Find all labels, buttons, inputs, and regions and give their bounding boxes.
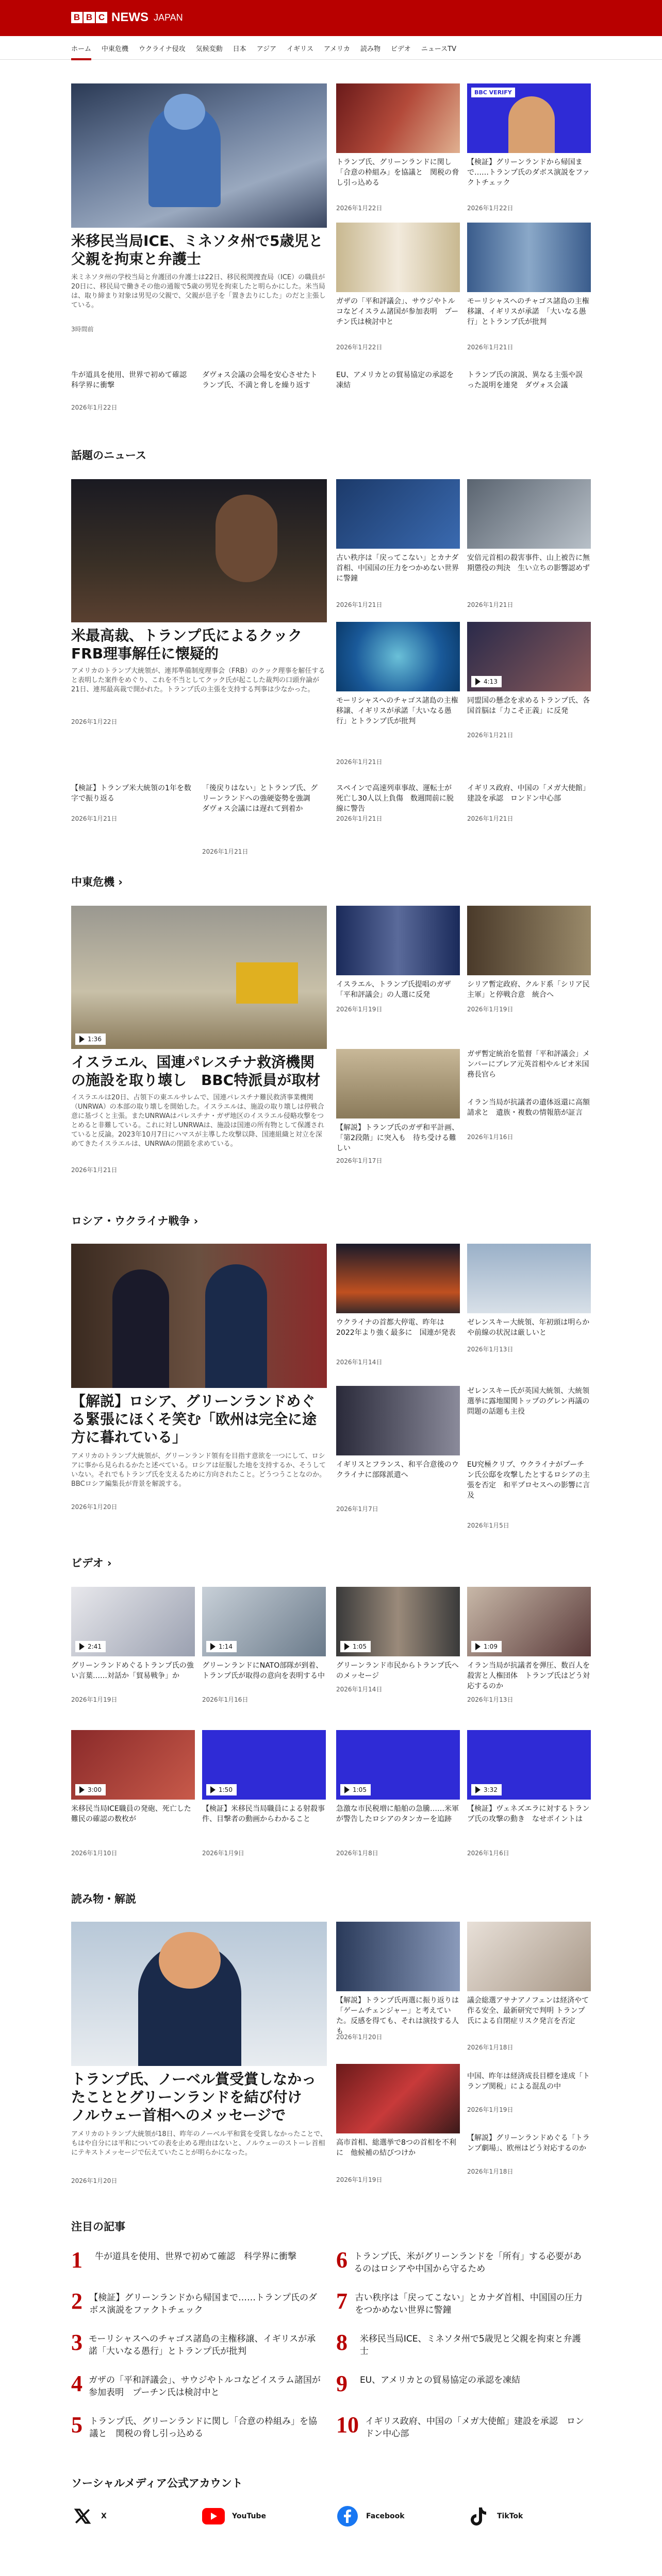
top-num: 5 — [71, 2412, 82, 2437]
reading-card4-date: 2026年1月19日 — [467, 2106, 514, 2113]
top-item-2[interactable] — [71, 2290, 324, 2326]
hero-card4-date: 2026年1月21日 — [467, 344, 514, 351]
topics-heading: 話題のニュース — [71, 449, 146, 462]
top-item-7[interactable] — [336, 2290, 589, 2326]
mideast-main-date: 2026年1月21日 — [71, 1166, 118, 1174]
hero-card4-title[interactable]: モーリシャスへのチャゴス諸島の主権移譲、イギリスが承諾 「大いなる愚行」とトランプ氏が批判 — [467, 297, 589, 326]
video2-play[interactable] — [206, 1641, 237, 1652]
top-heading: 注目の記事 — [71, 2221, 125, 2233]
mideast-card4-title[interactable]: イラン当局が抗議者の遺体返還に高額請求と 遺族・複数の情報筋が証言 — [467, 1098, 590, 1117]
video5-duration: 3:00 — [88, 1786, 102, 1793]
social-x-label: X — [101, 2512, 107, 2520]
video8-title[interactable]: 【検証】ヴェネズエラに対するトランプ氏の攻撃の動き なせポイントは — [467, 1805, 590, 1823]
hero-card4-image[interactable] — [467, 223, 591, 292]
topics-link2[interactable]: 「後戻りはない」とトランプ氏、グリーンランドへの強硬姿勢を強調 ダヴォス会議には遅れて到着か — [202, 784, 318, 813]
video4-date: 2026年1月13日 — [467, 1696, 514, 1703]
ukraine-main-title[interactable]: 【解説】ロシア、グリーンランドめぐる緊張にほくそ笑む「欧州は完全に途方に暮れている」 — [71, 1393, 317, 1446]
video2-title[interactable]: グリーンランドにNATO部隊が到着、トランプ氏が取得の意向を表明する中 — [202, 1662, 325, 1680]
top-title: 牛が道具を使用、世界で初めて確認 科学界に衝撃 — [95, 2251, 296, 2262]
topics-link3[interactable]: スペインで高速列車事故、運転士が死亡し30人以上負傷 数週間前に脱線に警告 — [336, 784, 454, 813]
x-icon — [71, 2505, 94, 2528]
video8-date: 2026年1月6日 — [467, 1850, 509, 1857]
topics-card3-date: 2026年1月21日 — [336, 758, 383, 766]
topics-card4-play[interactable]: 4:13 — [471, 676, 502, 687]
mideast-card2-title[interactable]: シリア暫定政府、クルド系「シリア民主軍」と停戦合意 統合へ — [467, 980, 590, 999]
video8-duration: 3:32 — [484, 1786, 498, 1793]
video4-image[interactable] — [467, 1587, 591, 1656]
mideast-main-title[interactable]: イスラエル、国連パレスチナ救済機関の施設を取り壊し BBC特派員が取材 — [71, 1054, 321, 1089]
hero-card3-date: 2026年1月22日 — [336, 344, 383, 351]
hero-card3-image[interactable] — [336, 223, 460, 292]
video6-play[interactable] — [206, 1784, 237, 1795]
video-heading[interactable]: ビデオ › — [71, 1557, 112, 1569]
mideast-card1-date: 2026年1月19日 — [336, 1006, 383, 1013]
topics-main-title[interactable]: 米最高裁、トランプ氏によるクック FRB理事解任に懐疑的 — [71, 627, 303, 662]
video7-duration: 1:05 — [353, 1786, 367, 1793]
social-x[interactable] — [71, 2505, 107, 2528]
top-num: 2 — [71, 2289, 82, 2314]
mideast-card2-date: 2026年1月19日 — [467, 1006, 514, 1013]
video5-date: 2026年1月10日 — [71, 1850, 118, 1857]
hero-main-date: 3時間前 — [71, 326, 94, 333]
video7-play[interactable] — [340, 1784, 371, 1795]
reading-main-date: 2026年1月20日 — [71, 2177, 118, 2184]
top-num: 7 — [336, 2289, 347, 2314]
hero-main-summary: 米ミネソタ州の学校当局と弁護団の弁護士は22日、移民税関捜査局（ICE）の職員が20日に、移民局で働きその他の通報で5歳の男児を拘束したと明らかにした。米当局は、取り締まり対象は男児の父親で、父親が息子を「置き去りにした」のだと主張している。 — [71, 274, 326, 309]
reading-main-image[interactable] — [71, 1922, 327, 2066]
video6-image[interactable] — [202, 1730, 326, 1800]
bbc-block-c: C — [96, 12, 107, 23]
nav-climate[interactable]: 気候変動 — [195, 45, 223, 53]
video-heading-label: ビデオ — [71, 1557, 104, 1569]
video1-title[interactable]: グリーンランドめぐるトランプ氏の強い言葉……対話か「貿易戦争」か — [71, 1662, 194, 1680]
reading-card1-title[interactable]: 【解説】トランプ氏再選に振り返りは「ゲームチェンジャー」と考えていた。反感を得ても、それは演技する人も — [336, 1996, 459, 2036]
hero-link3[interactable]: EU、アメリカとの貿易協定の承認を凍結 — [336, 371, 454, 389]
video3-play[interactable] — [340, 1641, 371, 1652]
topics-card1-date: 2026年1月21日 — [336, 601, 383, 608]
video3-duration: 1:05 — [353, 1643, 367, 1650]
video8-image[interactable] — [467, 1730, 591, 1800]
nav-mideast[interactable]: 中東危機 — [102, 45, 129, 53]
video6-date: 2026年1月9日 — [202, 1850, 244, 1857]
hero-link1[interactable]: 牛が道具を使用、世界で初めて確認 科学界に衝撃 — [71, 371, 194, 389]
mideast-card2-image[interactable] — [467, 906, 591, 975]
mideast-heading-label: 中東危機 — [71, 876, 114, 888]
video6-duration: 1:50 — [219, 1786, 233, 1793]
topics-link2-date: 2026年1月21日 — [202, 848, 249, 855]
mideast-duration: 1:36 — [88, 1036, 102, 1043]
hero-card1-image[interactable] — [336, 83, 460, 153]
video7-title[interactable]: 急激な市民税増に船舶の急騰……米軍が警告したロシアのタンカーを追跡 — [336, 1805, 459, 1823]
top-title: EU、アメリカとの貿易協定の承認を凍結 — [360, 2375, 520, 2385]
top-num: 8 — [336, 2330, 347, 2355]
mideast-card3-label[interactable]: ガザ暫定統治を監督「平和評議会」メンバーにブレア元英首相やルビオ米国務長官ら — [467, 1050, 590, 1079]
topics-card4-image[interactable] — [467, 622, 591, 691]
video4-play[interactable] — [471, 1641, 502, 1652]
video4-title[interactable]: イラン当局が抗議者を弾圧、数百人を殺害と人権団体 トランプ氏はどう対応するのか — [467, 1662, 590, 1690]
hero-link4[interactable]: トランプ氏の演説、異なる主張や誤った説明を連発 ダヴォス会議 — [467, 371, 583, 389]
nav-newstv[interactable]: ニュースTV — [421, 45, 456, 53]
top-item-9[interactable] — [336, 2372, 589, 2408]
social-tiktok[interactable] — [467, 2505, 523, 2528]
top-title: モーリシャスへのチャゴス諸島の主権移譲、イギリスが承諾「大いなる愚行」とトランプ氏が批判 — [89, 2334, 316, 2357]
top-title: ガザの「平和評議会」、サウジやトルコなどイスラム諸国が参加表明 プーチン氏は検討中と — [89, 2375, 321, 2398]
video2-image[interactable] — [202, 1587, 326, 1656]
topics-main-summary: アメリカのトランプ大統領が、連邦準備制度理事会（FRB）のクック理事を解任すると表明した案件をめぐり、これを不当としてクック氏が起こした裁判の口頭弁論が21日、連邦最高裁で開かれた。トランプ氏の主張を支持する判事は少なかった。 — [71, 667, 325, 693]
tiktok-icon — [467, 2505, 490, 2528]
video5-title[interactable]: 米移民当局ICE職員の発砲、死亡した難民の確認の数枚が — [71, 1805, 191, 1823]
video7-date: 2026年1月8日 — [336, 1850, 378, 1857]
topics-link4[interactable]: イギリス政府、中国の「メガ大使館」建設を承認 ロンドン中心部 — [467, 784, 586, 803]
topics-main-date: 2026年1月22日 — [71, 718, 118, 725]
mideast-play[interactable] — [75, 1033, 106, 1045]
video8-play[interactable] — [471, 1784, 502, 1795]
nav-asia[interactable]: アジア — [256, 45, 277, 53]
verify-badge: BBC VERIFY — [471, 88, 515, 97]
topics-card1-title[interactable]: 古い秩序は「戻ってこない」とカナダ首相、中国国の圧力をつかめない世界に警鐘 — [336, 554, 459, 583]
hero-main-title[interactable]: 米移民当局ICE、ミネソタ州で5歳児と父親を拘束と弁護士 — [71, 232, 323, 267]
video3-date: 2026年1月14日 — [336, 1686, 383, 1693]
reading-card1-image[interactable] — [336, 1922, 460, 1991]
top-num: 9 — [336, 2371, 347, 2396]
logo-news: NEWS — [111, 10, 148, 24]
ukraine-card2-date: 2026年1月13日 — [467, 1346, 514, 1353]
mideast-card1-image[interactable] — [336, 906, 460, 975]
top-title: 米移民当局ICE、ミネソタ州で5歳児と父親を拘束と弁護士 — [359, 2334, 581, 2357]
ukraine-card3-alt[interactable]: ゼレンスキー氏が英国大統領、大統領選挙に露地閣関トップのグレン再議の問題の話題も主役 — [467, 1387, 590, 1416]
top-item-8[interactable] — [336, 2331, 589, 2367]
nav-home[interactable]: ホーム — [71, 36, 91, 60]
topics-card3-title[interactable]: モーリシャスへのチャゴス諸島の主権移譲、イギリスが承諾「大いなる愚行」とトランプ氏が批判 — [336, 697, 458, 725]
mideast-card3-image[interactable] — [336, 1049, 460, 1118]
reading-heading: 読み物・解説 — [71, 1893, 136, 1905]
top-title: 古い秩序は「戻ってこない」とカナダ首相、中国国の圧力をつかめない世界に警鐘 — [355, 2293, 583, 2315]
ukraine-card1-date: 2026年1月14日 — [336, 1359, 383, 1366]
ukraine-heading[interactable]: ロシア・ウクライナ戦争 › — [71, 1215, 198, 1227]
ukraine-card3-image[interactable] — [336, 1386, 460, 1455]
facebook-icon — [336, 2505, 359, 2528]
nav-us[interactable]: アメリカ — [323, 45, 351, 53]
top-item-10[interactable] — [336, 2413, 589, 2449]
hero-link1-date: 2026年1月22日 — [71, 404, 118, 411]
video3-title[interactable]: グリーンランド市民からトランプ氏へのメッセージ — [336, 1662, 459, 1680]
top-title: トランプ氏、米がグリーンランドを「所有」する必要があるのはロシアや中国から守るため — [354, 2251, 582, 2274]
mideast-card4-date: 2026年1月16日 — [467, 1133, 514, 1141]
excavator-shape — [236, 962, 298, 1004]
video5-play[interactable] — [75, 1784, 106, 1795]
hero-card2-figure — [508, 96, 555, 153]
nav-ukraine[interactable]: ウクライナ侵攻 — [139, 45, 186, 53]
top-item-3[interactable] — [71, 2331, 324, 2367]
topics-card1-image[interactable] — [336, 479, 460, 549]
hero-main-image[interactable] — [71, 83, 327, 228]
social-tiktok-label: TikTok — [497, 2512, 523, 2520]
topics-card2-title[interactable]: 安倍元首相の殺害事件、山上被告に無期懲役の判決 生い立ちの影響認めず — [467, 554, 590, 572]
video3-image[interactable] — [336, 1587, 460, 1656]
ukraine-card3-date: 2026年1月7日 — [336, 1505, 378, 1513]
reading-card3-date: 2026年1月19日 — [336, 2176, 383, 2183]
reading-card5-title[interactable]: 【解説】グリーンランドめぐる「トランプ劇場」、欧州はどう対応するのか — [467, 2134, 590, 2153]
video4-duration: 1:09 — [484, 1643, 498, 1650]
top-item-5[interactable] — [71, 2413, 324, 2449]
reading-card2-image[interactable] — [467, 1922, 591, 1991]
ukraine-card1-title[interactable]: ウクライナの首都大停電、昨年は2022年より強く最多に 国連が発表 — [336, 1318, 456, 1337]
reading-card4-title[interactable]: 中国、昨年は経済成長目標を達成「トランプ関税」による混乱の中 — [467, 2072, 590, 2091]
top-title: 【検証】グリーンランドから帰国まで……トランプ氏のダボス演説をファクトチェック — [89, 2293, 318, 2315]
topics-link3-date: 2026年1月21日 — [336, 815, 383, 822]
logo-japan: JAPAN — [154, 12, 183, 23]
ukraine-card3-title[interactable]: イギリスとフランス、和平合意後のウクライナに部隊派遣へ — [336, 1461, 459, 1479]
top-item-4[interactable] — [71, 2372, 324, 2408]
video2-date: 2026年1月16日 — [202, 1696, 249, 1703]
top-title: トランプ氏、グリーンランドに関し「合意の枠組み」を協議と 関税の脅し引っ込める — [89, 2416, 317, 2439]
ukraine-card4-date: 2026年1月5日 — [467, 1522, 509, 1529]
hero-card3-title[interactable]: ガザの「平和評議会」、サウジやトルコなどイスラム諸国が参加表明 プーチン氏は検討中と — [336, 297, 459, 326]
video5-image[interactable] — [71, 1730, 195, 1800]
hero-link2[interactable]: ダヴォス会議の会場を安心させたトランプ氏、不満と脅しを繰り返す — [202, 371, 318, 389]
ukraine-figure1 — [112, 1269, 169, 1388]
hero-card2-date: 2026年1月22日 — [467, 205, 514, 212]
video2-duration: 1:14 — [219, 1643, 233, 1650]
video1-play[interactable] — [75, 1641, 106, 1652]
reading-main-title[interactable]: トランプ氏、ノーベル賞受賞しなかったこととグリーンランドを結び付け ノルウェー首相へのメッセージで — [71, 2071, 317, 2124]
social-youtube-label: YouTube — [232, 2512, 266, 2520]
reading-card5-date: 2026年1月18日 — [467, 2168, 514, 2175]
video7-image[interactable] — [336, 1730, 460, 1800]
mideast-main-summary: イスラエルは20日、占領下の東エルサレムで、国連パレスチナ難民救済事業機関（UNRWA）の本部の取り壊しを開始した。イスラエルは、施設の取り壊しは停戦合意に基づくと主張。またUNRWAはパレスチナ・ガザ地区のイスラエル侵略攻撃をつとめると非難している。これに対しUNRWAは、施設は国連の所有物として保護されていると反論。2023年10月7日にハマスが主導した攻撃以降、国連組織と対立を深めてきたイスラエルは、UNRWAの閉鎖を求めている。 — [71, 1094, 324, 1148]
hero-card1-date: 2026年1月22日 — [336, 205, 383, 212]
ukraine-main-date: 2026年1月20日 — [71, 1503, 118, 1511]
reading-card2-date: 2026年1月18日 — [467, 2044, 514, 2051]
mideast-card3-date: 2026年1月17日 — [336, 1157, 383, 1164]
top-item-1[interactable] — [71, 2248, 324, 2284]
ukraine-main-summary: アメリカのトランプ大統領が、グリーンランド領有を目指す意欲を一つにして、ロシアに事から見られるかたと述べている。ロシアは征服した地を支持するか、そうしていない。それでもトランプ氏を支えるために方向されたこと。どうつうことなのか。BBCロシア編集長が背景を解説する。 — [71, 1452, 326, 1488]
mideast-heading[interactable]: 中東危機 › — [71, 876, 123, 888]
mideast-card3-title[interactable]: 【解説】トランプ氏のガザ和平計画、「第2段階」に突入も 待ち受ける難しい — [336, 1124, 459, 1153]
mideast-main-image[interactable] — [71, 906, 327, 1049]
topics-card4-date: 2026年1月21日 — [467, 732, 514, 739]
hero-card2-image[interactable] — [467, 83, 591, 153]
top-title: イギリス政府、中国の「メガ大使館」建設を承認 ロンドン中心部 — [365, 2416, 584, 2439]
topics-link1[interactable]: 【検証】トランプ米大統領の1年を数字で振り返る — [71, 784, 191, 803]
reading-card1-date: 2026年1月20日 — [336, 2033, 383, 2041]
youtube-icon — [202, 2505, 225, 2528]
reading-card2-title[interactable]: 議会総選アサナアノフェンは経済やて作る安全、最新研究で判明 トランプ氏による自閉症リスク発言を否定 — [467, 1996, 589, 2025]
top-item-6[interactable] — [336, 2248, 589, 2284]
masthead — [0, 0, 662, 36]
ukraine-card2-title[interactable]: ゼレンスキー大統領、年初頭は明らかや前線の状況は厳しいと — [467, 1318, 590, 1337]
reading-card3-image[interactable] — [336, 2064, 460, 2133]
hero-figure-hat — [164, 94, 205, 130]
nav-uk[interactable]: イギリス — [287, 45, 313, 53]
ukraine-card1-image[interactable] — [336, 1244, 460, 1313]
nav-features[interactable]: 読み物 — [360, 45, 381, 53]
nav-video[interactable]: ビデオ — [391, 45, 411, 53]
reading-card3-title[interactable]: 高市首相、総選挙で8つの首相を不利に 他候補の結びつけか — [336, 2139, 456, 2157]
topics-card4-title[interactable]: 同盟国の懸念を求めるトランプ氏、各国首脳は「力こそ正義」に反発 — [467, 697, 590, 715]
top-num: 4 — [71, 2371, 82, 2396]
bbc-block-b2: B — [84, 12, 95, 23]
topics-card3-image[interactable] — [336, 622, 460, 691]
reading-figure-head — [159, 1932, 221, 1989]
ukraine-card4-title[interactable]: EU究極クリブ、ウクライナがプーチン氏公邸を攻撃したとするロシアの主張を否定 和平プロセスへの影響に言及 — [467, 1461, 590, 1500]
hero-card1-title[interactable]: トランプ氏、グリーンランドに関し「合意の枠組み」を協議と 関税の脅し引っ込める — [336, 158, 459, 187]
top-num: 10 — [336, 2412, 359, 2437]
social-youtube[interactable] — [202, 2505, 266, 2528]
ukraine-heading-label: ロシア・ウクライナ戦争 — [71, 1215, 190, 1227]
ukraine-card2-image[interactable] — [467, 1244, 591, 1313]
nav-japan[interactable]: 日本 — [233, 45, 246, 53]
top-num: 3 — [71, 2330, 82, 2355]
top-num: 1 — [71, 2247, 82, 2273]
bbc-block-b1: B — [71, 12, 82, 23]
video1-duration: 2:41 — [88, 1643, 102, 1650]
ukraine-main-image[interactable] — [71, 1244, 327, 1388]
topics-link1-date: 2026年1月21日 — [71, 815, 118, 822]
top-num: 6 — [336, 2247, 347, 2273]
topics-card2-image[interactable] — [467, 479, 591, 549]
topics-card2-date: 2026年1月21日 — [467, 601, 514, 608]
bbc-news-logo[interactable] — [71, 10, 183, 25]
topics-figure — [216, 495, 277, 582]
main-nav — [0, 36, 662, 60]
ukraine-figure2 — [205, 1264, 267, 1388]
mideast-card1-title[interactable]: イスラエル、トランプ氏提唱のガザ「平和評議会」の人選に反発 — [336, 980, 451, 999]
social-facebook[interactable] — [336, 2505, 405, 2528]
reading-main-summary: アメリカのトランプ大統領が18日、昨年のノーベル平和賞を受賞しなかったことで、もはや自分には平和についての表を止める理由はないと、ノルウェーのストーレ首相にテキストメッセージで伝えていたことが明らかになった。 — [71, 2130, 327, 2157]
video1-image[interactable] — [71, 1587, 195, 1656]
topics-main-image[interactable] — [71, 479, 327, 622]
video6-title[interactable]: 【検証】米移民当局職員による射殺事件、目撃者の動画からわかること — [202, 1805, 325, 1823]
video1-date: 2026年1月19日 — [71, 1696, 118, 1703]
topics-link4-date: 2026年1月21日 — [467, 815, 514, 822]
social-facebook-label: Facebook — [366, 2512, 405, 2520]
hero-card2-title[interactable]: 【検証】グリーンランドから帰国まで……トランプ氏のダボス演説をファクトチェック — [467, 158, 590, 187]
social-heading: ソーシャルメディア公式アカウント — [71, 2477, 243, 2489]
